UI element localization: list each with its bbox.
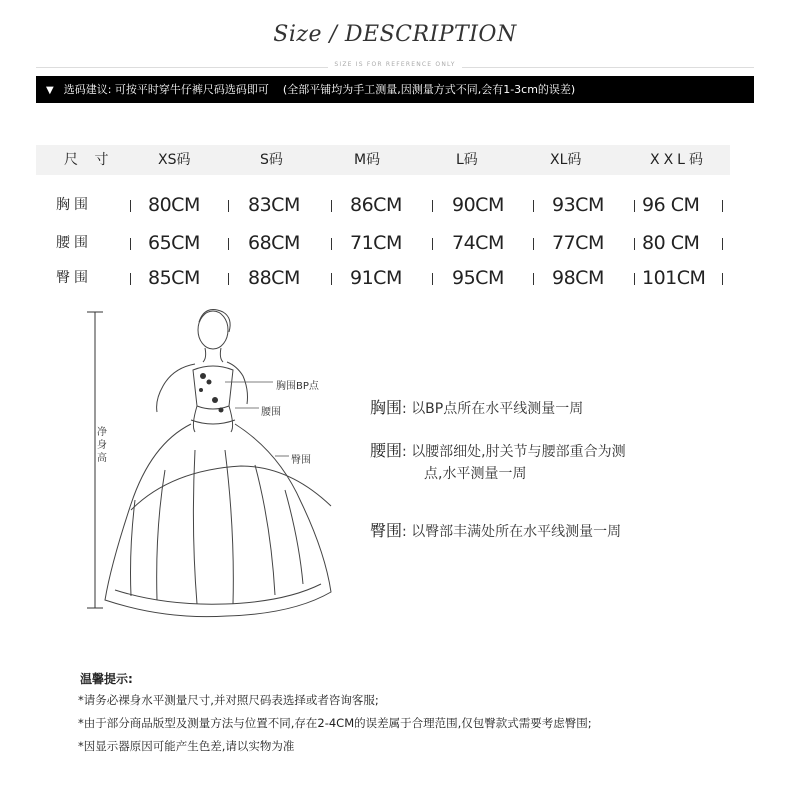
- description-text: 点,水平测量一周: [424, 466, 527, 482]
- subtitle: [36, 61, 754, 68]
- column-separator: [331, 273, 332, 285]
- tip-item: *请务必裸身水平测量尺寸,并对照尺码表选择或者咨询客服;: [78, 693, 379, 707]
- bust-point-label: 胸围BP点: [276, 381, 319, 392]
- table-cell: 77CM: [552, 232, 604, 254]
- subtitle-text: SIZE IS FOR REFERENCE ONLY: [328, 61, 461, 68]
- column-separator: [130, 238, 131, 250]
- row-label: 胸围: [56, 197, 92, 213]
- table-cell: 96 CM: [642, 194, 700, 216]
- table-cell: 74CM: [452, 232, 504, 254]
- column-separator: [533, 200, 534, 212]
- row-label: 臀围: [56, 270, 92, 286]
- column-separator: [533, 273, 534, 285]
- column-separator: [130, 200, 131, 212]
- pointer-lines: [225, 382, 289, 456]
- waist-point-label: 腰围: [261, 407, 281, 418]
- column-separator: [722, 273, 723, 285]
- table-cell: 101CM: [642, 267, 706, 289]
- description-text: 以臀部丰满处所在水平线测量一周: [411, 524, 622, 540]
- waist-description: 腰围: 以腰部细处,肘关节与腰部重合为测 点,水平测量一周: [370, 441, 626, 482]
- table-cell: 65CM: [148, 232, 200, 254]
- height-label: 净身高: [97, 427, 107, 464]
- column-header: S码: [260, 152, 283, 168]
- column-separator: [432, 273, 433, 285]
- page-title: Size / DESCRIPTION: [273, 22, 517, 47]
- column-separator: [130, 273, 131, 285]
- column-separator: [228, 200, 229, 212]
- column-separator: [228, 238, 229, 250]
- tips-title: 温馨提示:: [80, 672, 133, 686]
- dress-measurement-illustration: [75, 300, 365, 620]
- column-separator: [634, 200, 635, 212]
- column-separator: [722, 200, 723, 212]
- column-separator: [634, 273, 635, 285]
- bodice-detail: [199, 373, 224, 413]
- description-key: 腰围: [370, 441, 403, 460]
- table-cell: 91CM: [350, 267, 402, 289]
- column-header: L码: [456, 152, 478, 168]
- table-cell: 85CM: [148, 267, 200, 289]
- table-cell: 83CM: [248, 194, 300, 216]
- description-text: 以BP点所在水平线测量一周: [411, 401, 584, 417]
- table-cell: 95CM: [452, 267, 504, 289]
- table-cell: 68CM: [248, 232, 300, 254]
- table-cell: 71CM: [350, 232, 402, 254]
- size-advice-banner: [36, 76, 754, 103]
- tip-item: *因显示器原因可能产生色差,请以实物为准: [78, 739, 295, 753]
- column-separator: [331, 238, 332, 250]
- column-separator: [331, 200, 332, 212]
- column-separator: [533, 238, 534, 250]
- table-cell: 80 CM: [642, 232, 700, 254]
- table-cell: 93CM: [552, 194, 604, 216]
- subtitle-bar: [36, 61, 754, 73]
- table-cell: 90CM: [452, 194, 504, 216]
- column-header: M码: [354, 152, 381, 168]
- table-row: [36, 190, 730, 220]
- table-cell: 86CM: [350, 194, 402, 216]
- advice-text: 选码建议: 可按平时穿牛仔裤尺码选码即可: [63, 83, 269, 96]
- table-cell: 80CM: [148, 194, 200, 216]
- table-cell: 98CM: [552, 267, 604, 289]
- advice-note: (全部平铺均为手工测量,因测量方式不同,会有1-3cm的误差): [282, 83, 576, 96]
- hip-point-label: 臀围: [291, 455, 311, 466]
- table-row: [36, 228, 730, 258]
- column-header: XS码: [158, 152, 191, 168]
- column-header: XL码: [550, 152, 582, 168]
- row-label: 腰围: [56, 235, 92, 251]
- table-row: [36, 263, 730, 293]
- column-separator: [634, 238, 635, 250]
- bust-description: 胸围: 以BP点所在水平线测量一周: [370, 398, 584, 417]
- description-text: 以腰部细处,肘关节与腰部重合为测: [411, 444, 626, 460]
- description-key: 胸围: [370, 398, 403, 417]
- triangle-down-icon: ▼: [46, 85, 54, 96]
- description-key: 臀围: [370, 521, 403, 540]
- column-separator: [432, 200, 433, 212]
- column-separator: [722, 238, 723, 250]
- column-header: 尺 寸: [64, 152, 115, 168]
- column-header: XXL码: [650, 152, 707, 168]
- size-table-header: [36, 145, 730, 175]
- column-separator: [432, 238, 433, 250]
- tip-item: *由于部分商品版型及测量方法与位置不同,存在2-4CM的误差属于合理范围,仅包臀款式需要考虑臀围;: [78, 716, 592, 730]
- hip-description: 臀围: 以臀部丰满处所在水平线测量一周: [370, 521, 622, 540]
- table-cell: 88CM: [248, 267, 300, 289]
- column-separator: [228, 273, 229, 285]
